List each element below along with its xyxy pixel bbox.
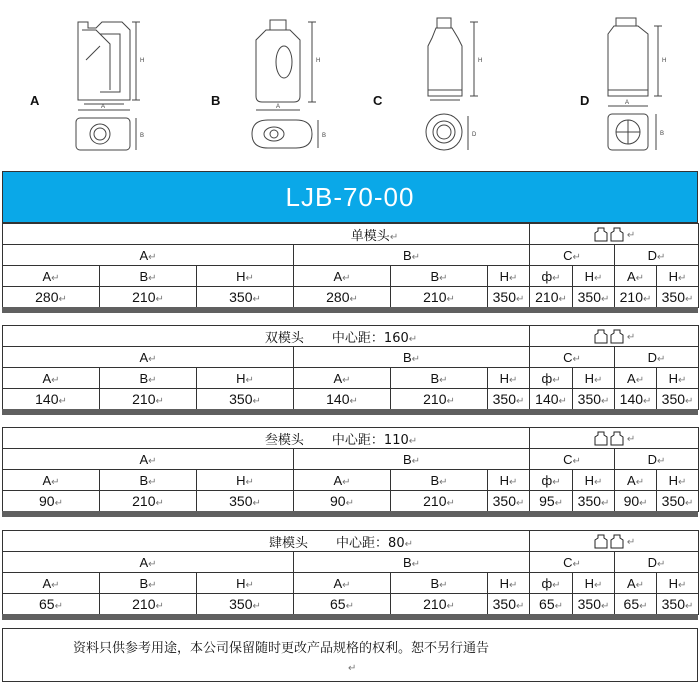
group-header-c: C↵ — [530, 552, 615, 573]
sub-header-cell: B↵ — [391, 573, 488, 594]
detergent-bottle-icon — [256, 20, 300, 102]
paragraph-mark: ↵ — [626, 536, 636, 548]
value-row — [3, 491, 699, 512]
value-cell: 140↵ — [294, 389, 391, 410]
dim-label-d: D — [472, 132, 477, 138]
value-cell: 210↵ — [100, 389, 197, 410]
mold-cavity-icon — [593, 328, 627, 344]
group-header-d: D↵ — [615, 449, 699, 470]
group-header-b: B↵ — [294, 245, 530, 266]
sub-header-cell: H↵ — [197, 573, 294, 594]
dim-label-h: H — [478, 58, 483, 64]
sub-header-cell: B↵ — [100, 573, 197, 594]
section-title-row — [3, 224, 699, 245]
sub-header-cell: B↵ — [391, 266, 488, 287]
sub-header-cell: A↵ — [615, 573, 657, 594]
model-title-banner — [2, 171, 698, 223]
bottle-label-b: B — [211, 93, 221, 108]
value-cell: 65↵ — [3, 594, 100, 615]
mold-section-3 — [2, 427, 699, 512]
section-divider — [2, 614, 698, 620]
mold-cavity-icon — [593, 226, 627, 242]
dim-label-b: B — [660, 131, 665, 137]
paragraph-mark: ↵ — [626, 331, 636, 343]
value-cell: 350↵ — [197, 287, 294, 308]
sub-header-cell: A↵ — [615, 266, 657, 287]
mold-head-label: 双模头 — [264, 330, 304, 346]
value-cell: 90↵ — [3, 491, 100, 512]
sub-header-cell: H↵ — [488, 368, 530, 389]
sub-header-cell: H↵ — [573, 368, 615, 389]
mold-section-4 — [2, 530, 699, 615]
value-cell: 350↵ — [573, 287, 615, 308]
sub-header-row — [3, 573, 699, 594]
value-cell: 65↵ — [530, 594, 573, 615]
sub-header-cell: H↵ — [488, 266, 530, 287]
section-title-cell — [3, 224, 530, 245]
group-header-row — [3, 245, 699, 266]
center-distance-label: 中心距：160 — [331, 330, 409, 346]
sub-header-cell: H↵ — [657, 470, 699, 491]
sub-header-cell: H↵ — [197, 470, 294, 491]
bottle-drawings — [0, 0, 700, 170]
group-header-a: A↵ — [3, 245, 294, 266]
sub-header-cell: B↵ — [100, 266, 197, 287]
value-cell: 210↵ — [100, 594, 197, 615]
section-divider — [2, 307, 698, 313]
value-cell: 210↵ — [391, 491, 488, 512]
value-cell: 280↵ — [294, 287, 391, 308]
section-divider — [2, 511, 698, 517]
sub-header-cell: H↵ — [657, 573, 699, 594]
dim-label-a: A — [625, 100, 630, 106]
value-cell: 350↵ — [657, 287, 699, 308]
section-title-row — [3, 428, 699, 449]
section-title-cell — [3, 428, 530, 449]
group-header-c: C↵ — [530, 347, 615, 368]
paragraph-mark: ↵ — [408, 333, 418, 345]
model-title: LJB-70-00 — [285, 181, 415, 212]
section-title-cell — [3, 531, 530, 552]
group-header-c: C↵ — [530, 245, 615, 266]
value-cell: 350↵ — [573, 389, 615, 410]
sub-header-cell: B↵ — [100, 470, 197, 491]
sub-header-cell: H↵ — [488, 573, 530, 594]
group-header-a: A↵ — [3, 552, 294, 573]
value-cell: 210↵ — [530, 287, 573, 308]
mold-icon-cell — [530, 428, 699, 449]
disclaimer-box — [2, 628, 698, 682]
value-row — [3, 287, 699, 308]
sub-header-cell: ф↵ — [530, 470, 573, 491]
group-header-row — [3, 449, 699, 470]
group-header-d: D↵ — [615, 347, 699, 368]
sub-header-cell: B↵ — [100, 368, 197, 389]
dim-label-h: H — [140, 58, 145, 64]
group-header-row — [3, 552, 699, 573]
group-header-b: B↵ — [294, 552, 530, 573]
value-cell: 350↵ — [197, 491, 294, 512]
value-cell: 350↵ — [488, 287, 530, 308]
jerrycan-icon — [78, 22, 130, 104]
value-cell: 350↵ — [488, 594, 530, 615]
dim-label-a: A — [101, 104, 106, 110]
sub-header-cell: B↵ — [391, 368, 488, 389]
sub-header-cell: A↵ — [3, 266, 100, 287]
mold-icon-cell — [530, 224, 699, 245]
sub-header-cell: ф↵ — [530, 368, 573, 389]
value-cell: 90↵ — [615, 491, 657, 512]
group-header-b: B↵ — [294, 449, 530, 470]
dim-label-h: H — [662, 58, 667, 64]
bottle-label-c: C — [373, 93, 383, 108]
mold-cavity-icon — [593, 430, 627, 446]
paragraph-mark: ↵ — [626, 433, 636, 445]
sub-header-cell: H↵ — [657, 368, 699, 389]
group-header-b: B↵ — [294, 347, 530, 368]
dim-label-a: A — [276, 104, 281, 110]
paragraph-mark: ↵ — [408, 435, 418, 447]
mold-icon-cell — [530, 326, 699, 347]
center-distance-label: 中心距：110 — [331, 432, 409, 448]
paragraph-mark: ↵ — [348, 663, 357, 674]
group-header-d: D↵ — [615, 245, 699, 266]
dim-label-h: H — [316, 58, 321, 64]
value-cell: 65↵ — [294, 594, 391, 615]
sub-header-cell: H↵ — [197, 368, 294, 389]
group-header-d: D↵ — [615, 552, 699, 573]
paragraph-mark: ↵ — [404, 538, 413, 550]
value-cell: 210↵ — [100, 491, 197, 512]
sub-header-cell: A↵ — [615, 368, 657, 389]
sub-header-cell: A↵ — [294, 470, 391, 491]
value-cell: 350↵ — [573, 594, 615, 615]
section-title-row — [3, 531, 699, 552]
dim-label-b: B — [322, 133, 327, 139]
group-header-a: A↵ — [3, 449, 294, 470]
value-cell: 140↵ — [530, 389, 573, 410]
mold-section-2 — [2, 325, 699, 410]
sub-header-cell: A↵ — [294, 266, 391, 287]
group-header-row — [3, 347, 699, 368]
section-title-row — [3, 326, 699, 347]
sub-header-row — [3, 368, 699, 389]
sub-header-cell: H↵ — [573, 470, 615, 491]
section-title-cell — [3, 326, 530, 347]
bottle-label-d: D — [580, 93, 590, 108]
group-header-c: C↵ — [530, 449, 615, 470]
dim-label-b: B — [140, 133, 145, 139]
sub-header-cell: H↵ — [488, 470, 530, 491]
sub-header-cell: A↵ — [3, 368, 100, 389]
sub-header-cell: B↵ — [391, 470, 488, 491]
center-distance-label: 中心距：80 — [336, 535, 405, 551]
value-cell: 95↵ — [530, 491, 573, 512]
value-cell: 90↵ — [294, 491, 391, 512]
sub-header-cell: H↵ — [573, 266, 615, 287]
mold-section-1 — [2, 223, 699, 308]
sub-header-cell: A↵ — [3, 470, 100, 491]
value-cell: 210↵ — [391, 389, 488, 410]
sub-header-cell: H↵ — [197, 266, 294, 287]
sub-header-cell: ф↵ — [530, 573, 573, 594]
mold-icon-cell — [530, 531, 699, 552]
paragraph-mark: ↵ — [626, 229, 636, 241]
mold-head-label: 单模头 — [350, 228, 390, 244]
sub-header-cell: A↵ — [615, 470, 657, 491]
sub-header-row — [3, 470, 699, 491]
sub-header-cell: A↵ — [3, 573, 100, 594]
sub-header-cell: H↵ — [657, 266, 699, 287]
sub-header-cell: H↵ — [573, 573, 615, 594]
value-cell: 280↵ — [3, 287, 100, 308]
sub-header-cell: A↵ — [294, 368, 391, 389]
bottle-label-a: A — [30, 93, 40, 108]
value-row — [3, 389, 699, 410]
value-cell: 140↵ — [3, 389, 100, 410]
value-cell: 350↵ — [197, 389, 294, 410]
value-cell: 210↵ — [100, 287, 197, 308]
paragraph-mark: ↵ — [389, 231, 399, 243]
round-bottle-icon — [428, 18, 462, 100]
value-cell: 210↵ — [391, 594, 488, 615]
value-cell: 350↵ — [488, 389, 530, 410]
mold-head-label: 肆模头 — [269, 535, 309, 551]
value-cell: 350↵ — [488, 491, 530, 512]
value-row — [3, 594, 699, 615]
disclaimer-text: 资料只供参考用途，本公司保留随时更改产品规格的权利。恕不另行通告 — [73, 641, 490, 656]
value-cell: 350↵ — [657, 389, 699, 410]
value-cell: 210↵ — [391, 287, 488, 308]
square-bottle-icon — [608, 18, 648, 96]
section-divider — [2, 409, 698, 415]
value-cell: 350↵ — [657, 491, 699, 512]
value-cell: 350↵ — [197, 594, 294, 615]
group-header-a: A↵ — [3, 347, 294, 368]
sub-header-cell: A↵ — [294, 573, 391, 594]
mold-cavity-icon — [593, 533, 627, 549]
sub-header-row — [3, 266, 699, 287]
sub-header-cell: ф↵ — [530, 266, 573, 287]
value-cell: 65↵ — [615, 594, 657, 615]
value-cell: 350↵ — [573, 491, 615, 512]
value-cell: 140↵ — [615, 389, 657, 410]
value-cell: 210↵ — [615, 287, 657, 308]
mold-head-label: 叁模头 — [264, 432, 304, 448]
value-cell: 350↵ — [657, 594, 699, 615]
